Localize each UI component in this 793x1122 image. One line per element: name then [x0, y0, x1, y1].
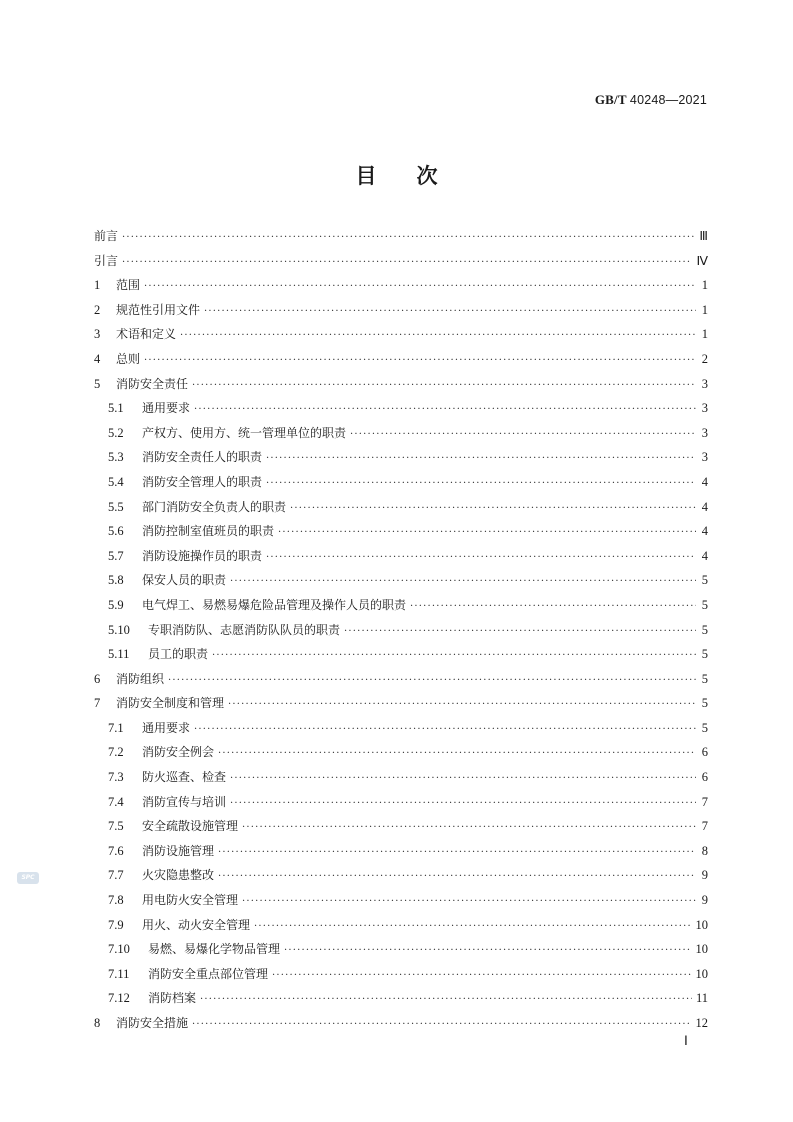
dot-leader: [344, 626, 696, 637]
toc-entry-number: 5.10: [108, 622, 130, 637]
toc-entry-page: 8: [701, 843, 708, 858]
standard-prefix: GB/T: [594, 92, 627, 107]
dot-leader: [350, 429, 696, 440]
toc-entry-number: 7: [94, 696, 101, 711]
dot-leader: [168, 675, 696, 686]
toc-entry[interactable]: [94, 252, 708, 277]
toc-entry[interactable]: [94, 916, 708, 941]
toc-entry-page: 5: [701, 573, 708, 588]
toc-entry-title: 用电防火安全管理: [142, 893, 239, 908]
toc-entry-number: 7.3: [108, 770, 124, 785]
toc-entry[interactable]: [94, 965, 708, 990]
toc-entry-page: 12: [695, 1016, 708, 1030]
toc-entry-page: Ⅲ: [699, 229, 708, 243]
toc-entry-title: 消防组织: [116, 671, 165, 686]
toc-entry-title: 消防安全责任人的职责: [142, 450, 263, 465]
dot-leader: [192, 1019, 691, 1030]
toc-entry[interactable]: [94, 301, 708, 326]
toc-entry-page: 11: [695, 991, 708, 1006]
dot-leader: [272, 970, 691, 981]
toc-entry[interactable]: [94, 842, 708, 867]
toc-entry-page: 5: [701, 720, 708, 735]
dot-leader: [230, 798, 696, 809]
dot-leader: [242, 896, 696, 907]
dot-leader: [204, 306, 696, 317]
toc-entry-title: 消防安全例会: [142, 745, 215, 760]
toc-entry-title: 术语和定义: [116, 327, 177, 342]
toc-entry[interactable]: [94, 866, 708, 891]
toc-entry-number: 5.1: [108, 401, 124, 416]
toc-entry-page: 4: [701, 474, 708, 489]
dot-leader: [266, 478, 696, 489]
toc-entry-number: 5.3: [108, 450, 124, 465]
toc-entry[interactable]: [94, 498, 708, 523]
toc-entry-page: 10: [695, 966, 708, 981]
dot-leader: [192, 380, 696, 391]
toc-entry-number: 7.10: [108, 942, 130, 957]
toc-entry-number: 7.1: [108, 720, 124, 735]
dot-leader: [194, 724, 696, 735]
toc-entry[interactable]: [94, 940, 708, 965]
dot-leader: [242, 822, 696, 833]
toc-entry[interactable]: [94, 817, 708, 842]
toc-entry[interactable]: [94, 571, 708, 596]
toc-entry[interactable]: [94, 1014, 708, 1039]
toc-entry[interactable]: [94, 448, 708, 473]
spc-watermark-logo: SPC: [17, 872, 39, 884]
toc-entry[interactable]: [94, 645, 708, 670]
dot-leader: [122, 257, 692, 268]
toc-entry-page: 2: [701, 351, 708, 366]
toc-entry[interactable]: [94, 989, 708, 1014]
dot-leader: [144, 281, 696, 292]
toc-entry-title: 消防宣传与培训: [142, 794, 227, 809]
dot-leader: [200, 994, 692, 1005]
toc-entry-number: 7.9: [108, 917, 124, 932]
toc-entry-page: 4: [701, 524, 708, 539]
toc-entry[interactable]: [94, 375, 708, 400]
toc-entry-number: 3: [94, 327, 101, 342]
toc-entry-title: 消防设施操作员的职责: [142, 548, 263, 563]
toc-entry[interactable]: [94, 325, 708, 350]
toc-entry[interactable]: [94, 424, 708, 449]
page-title: [0, 160, 793, 190]
toc-entry-title: 消防安全重点部位管理: [148, 966, 269, 981]
toc-entry[interactable]: [94, 227, 708, 252]
toc-entry-page: 1: [701, 327, 708, 342]
dot-leader: [122, 232, 695, 243]
toc-entry-title: 安全疏散设施管理: [142, 819, 239, 834]
toc-entry-page: 4: [701, 548, 708, 563]
toc-entry-page: 5: [701, 671, 708, 686]
toc-entry-title: 通用要求: [142, 720, 191, 735]
toc-entry-page: 9: [701, 893, 708, 908]
toc-entry-number: 6: [94, 671, 101, 686]
dot-leader: [218, 847, 696, 858]
toc-entry-number: 5.5: [108, 499, 124, 514]
toc-entry[interactable]: [94, 350, 708, 375]
toc-entry-number: 8: [94, 1016, 101, 1030]
toc-entry-title: 消防安全管理人的职责: [142, 474, 263, 489]
toc-entry-number: 5.2: [108, 425, 124, 440]
toc-entry-number: 7.12: [108, 991, 130, 1006]
toc-entry-title: 消防档案: [148, 991, 197, 1006]
toc-entry-title: 保安人员的职责: [142, 573, 227, 588]
toc-entry[interactable]: [94, 547, 708, 572]
toc-entry-title: 产权方、使用方、统一管理单位的职责: [142, 425, 347, 440]
toc-entry-title: 部门消防安全负责人的职责: [142, 499, 287, 514]
toc-entry-title: 火灾隐患整改: [142, 868, 215, 883]
toc-entry-number: 2: [94, 302, 101, 317]
toc-entry-page: 7: [701, 794, 708, 809]
toc-entry-page: Ⅳ: [696, 253, 708, 268]
toc-entry-title: 消防安全制度和管理: [116, 696, 225, 711]
page-title-text: 目次: [355, 164, 478, 188]
toc-entry[interactable]: [94, 719, 708, 744]
toc-entry-title: 员工的职责: [148, 647, 209, 662]
toc-entry-page: 5: [701, 647, 708, 662]
toc-entry-number: 4: [94, 351, 101, 366]
toc-entry[interactable]: [94, 670, 708, 695]
toc-entry-title: 规范性引用文件: [116, 302, 201, 317]
dot-leader: [230, 773, 696, 784]
dot-leader: [180, 330, 696, 341]
dot-leader: [212, 650, 696, 661]
toc-entry[interactable]: [94, 621, 708, 646]
toc-entry-page: 1: [701, 278, 708, 293]
dot-leader: [144, 355, 696, 366]
toc-entry-page: 5: [701, 597, 708, 612]
dot-leader: [266, 453, 696, 464]
toc-entry-number: 7.4: [108, 794, 124, 809]
toc-entry-page: 4: [701, 499, 708, 514]
toc-entry[interactable]: [94, 891, 708, 916]
dot-leader: [410, 601, 696, 612]
dot-leader: [218, 871, 696, 882]
table-of-contents: [94, 227, 708, 1039]
toc-entry-title: 总则: [116, 351, 141, 366]
toc-entry-number: 7.6: [108, 843, 124, 858]
toc-entry-title: 消防安全责任: [116, 376, 189, 391]
standard-code: [595, 92, 707, 108]
toc-entry-number: 5.6: [108, 524, 124, 539]
toc-entry-number: 7.11: [108, 966, 130, 981]
toc-entry-title: 用火、动火安全管理: [142, 917, 251, 932]
toc-entry-number: 5.4: [108, 474, 124, 489]
toc-entry-title: 易燃、易爆化学物品管理: [148, 942, 281, 957]
toc-entry-page: 3: [701, 425, 708, 440]
toc-entry-number: 5.8: [108, 573, 124, 588]
dot-leader: [230, 576, 696, 587]
toc-entry[interactable]: [94, 276, 708, 301]
toc-entry[interactable]: [94, 473, 708, 498]
page-number: Ⅰ: [684, 1033, 688, 1048]
toc-entry-page: 9: [701, 868, 708, 883]
toc-entry[interactable]: [94, 768, 708, 793]
standard-number: 40248—2021: [629, 93, 707, 107]
toc-entry-number: 5: [94, 376, 101, 391]
toc-entry-number: 7.2: [108, 745, 124, 760]
dot-leader: [266, 552, 696, 563]
toc-entry-page: 3: [701, 450, 708, 465]
toc-entry-page: 10: [695, 942, 708, 957]
toc-entry-page: 6: [701, 770, 708, 785]
toc-entry-title: 消防安全措施: [116, 1016, 189, 1030]
toc-entry-page: 3: [701, 376, 708, 391]
toc-entry[interactable]: [94, 793, 708, 818]
toc-entry[interactable]: [94, 596, 708, 621]
dot-leader: [284, 945, 691, 956]
toc-entry-title: 通用要求: [142, 401, 191, 416]
toc-entry[interactable]: [94, 399, 708, 424]
toc-entry-number: 1: [94, 278, 101, 293]
toc-entry-page: 1: [701, 302, 708, 317]
toc-entry[interactable]: [94, 694, 708, 719]
toc-entry-title: 防火巡查、检查: [142, 770, 227, 785]
dot-leader: [218, 748, 696, 759]
toc-entry-title: 引言: [94, 253, 119, 268]
toc-entry[interactable]: [94, 522, 708, 547]
toc-entry-page: 6: [701, 745, 708, 760]
toc-entry-page: 5: [701, 622, 708, 637]
toc-entry-number: 5.7: [108, 548, 124, 563]
toc-entry[interactable]: [94, 743, 708, 768]
toc-entry-page: 7: [701, 819, 708, 834]
dot-leader: [278, 527, 696, 538]
toc-entry-number: 5.11: [108, 647, 130, 662]
dot-leader: [254, 921, 691, 932]
dot-leader: [228, 699, 696, 710]
toc-entry-title: 专职消防队、志愿消防队队员的职责: [148, 622, 341, 637]
toc-entry-number: 7.7: [108, 868, 124, 883]
toc-entry-number: 5.9: [108, 597, 124, 612]
toc-entry-title: 电气焊工、易燃易爆危险品管理及操作人员的职责: [142, 597, 407, 612]
dot-leader: [194, 404, 696, 415]
dot-leader: [290, 503, 696, 514]
toc-entry-title: 消防设施管理: [142, 843, 215, 858]
toc-entry-title: 前言: [94, 229, 119, 243]
toc-entry-title: 范围: [116, 278, 141, 293]
toc-entry-page: 10: [695, 917, 708, 932]
toc-entry-number: 7.8: [108, 893, 124, 908]
toc-entry-page: 5: [701, 696, 708, 711]
toc-entry-page: 3: [701, 401, 708, 416]
toc-entry-number: 7.5: [108, 819, 124, 834]
toc-entry-title: 消防控制室值班员的职责: [142, 524, 275, 539]
